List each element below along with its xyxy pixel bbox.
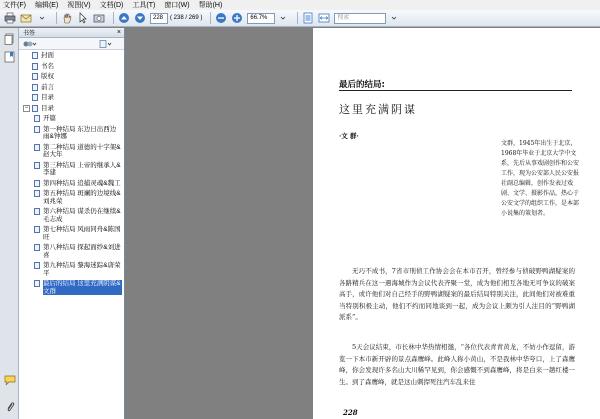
toolbar-separator [113, 12, 114, 24]
bookmark-item[interactable]: 第二种结局 道德的十字架&赵大年 [19, 144, 124, 159]
bookmark-item[interactable]: 第六种结局 谋杀仍在继续&毛志成 [19, 208, 124, 223]
bookmark-icon [34, 162, 40, 169]
comments-icon[interactable] [3, 374, 16, 387]
bookmark-icon [32, 63, 38, 70]
document-page [313, 28, 600, 419]
bookmarks-icon[interactable] [3, 50, 16, 63]
bookmark-item[interactable]: 第四种结局 追捕灵魂&魏工 [19, 180, 124, 188]
bookmark-item[interactable]: 第七种结局 风雨同舟&陈国旺 [19, 226, 124, 241]
bookmark-icon [32, 105, 38, 112]
bookmark-item[interactable]: 前言 [19, 84, 124, 92]
body-paragraph: 5天会议结束，市长林中华热情相邀，“各位代表青青黄龙，不妨小作逗留，游览一下本市新开辟的景点森鹰峰。此峰人称小黄山，不是我林中华夸口，上了森鹰峰，你会发现许多名山大川稀罕见到，你会感慨不到森鹰峰，将是白来一趟红楼一生。到了森鹰峰，就是这山刺捍死往汽车乱来住 [339, 343, 575, 386]
chapter-title: 这里充满阴谋 [339, 103, 417, 116]
menu-document[interactable]: 文档(D) [99, 2, 124, 9]
fit-width-icon[interactable] [318, 12, 330, 24]
next-page-icon[interactable] [134, 12, 146, 24]
bookmark-icon [32, 73, 38, 80]
bookmark-icon [32, 94, 38, 101]
author-name: ·文 群· [339, 132, 359, 140]
bookmark-item-selected[interactable]: 最后的结局 这里充满阴谋&文群 [19, 280, 124, 295]
menu-help[interactable]: 帮助(H) [198, 2, 223, 9]
bookmark-item[interactable]: 目录 [19, 94, 124, 102]
page-number: 228 [343, 408, 358, 417]
bookmarks-panel-header [19, 28, 124, 38]
bookmark-icon [34, 180, 40, 187]
bookmark-item[interactable]: 第九种结局 黎海迷踪&唐荣平 [19, 262, 124, 277]
bookmark-icon [34, 190, 40, 197]
menu-bar [0, 0, 600, 10]
bookmark-item[interactable]: 第一种结局 东边日出西边雨&钟娜 [19, 126, 124, 141]
page-count: ( 238 / 269 ) [170, 15, 203, 21]
menu-edit[interactable]: 编辑(E) [34, 2, 59, 9]
snapshot-icon[interactable] [93, 12, 105, 24]
bookmark-icon [34, 126, 40, 133]
body-paragraph: 无巧不成书，7省市刑侦工作协会会在本市召开，曾经参与侦破野鸭湖疑案的各路精兵在这一遇海城作为会议代表齐聚一堂，成为他们相互各地无可争议的破案高手，或许他们对自己经手的野鸭湖疑案的最后结局特别关注，此间他们对被难重当特别积极主动，他们不约而同地谈到一起，成为会议上颇为引人注目的“野鸭湖派系”。 [339, 267, 575, 322]
email-icon[interactable] [20, 12, 32, 24]
options-menu-icon[interactable] [23, 40, 37, 48]
attachment-icon[interactable] [3, 400, 16, 413]
zoom-in-icon[interactable] [231, 12, 243, 24]
bookmarks-panel-title: 书签 [23, 31, 36, 37]
bookmark-item[interactable]: 第五种结局 斑斓的边境线&刘兆荣 [19, 190, 124, 205]
toolbar [0, 10, 600, 27]
bookmark-icon [34, 208, 40, 215]
fit-page-icon[interactable] [302, 12, 314, 24]
select-tool-icon[interactable] [77, 12, 89, 24]
print-icon[interactable] [4, 12, 16, 24]
menu-window[interactable]: 窗口(W) [164, 2, 190, 9]
document-viewer[interactable] [126, 28, 600, 419]
bookmark-item[interactable]: 封面 [19, 52, 124, 60]
toolbar-separator [210, 12, 211, 24]
bookmark-icon [34, 244, 40, 251]
hand-tool-icon[interactable] [61, 12, 73, 24]
section-divider [339, 90, 572, 91]
dropdown-arrow-icon[interactable] [277, 12, 289, 24]
menu-view[interactable]: 视图(V) [67, 2, 91, 9]
bookmark-icon [32, 84, 38, 91]
menu-file[interactable]: 文件(F) [3, 2, 26, 9]
bookmark-item[interactable]: 第三种结局 上帝的继承人&李建 [19, 162, 124, 177]
navigation-strip [0, 28, 19, 419]
menu-tools[interactable]: 工具(T) [132, 2, 156, 9]
bookmarks-panel [19, 28, 125, 419]
previous-page-icon[interactable] [118, 12, 130, 24]
zoom-out-icon[interactable] [215, 12, 227, 24]
bookmark-item[interactable]: 开篇 [19, 115, 124, 123]
dropdown-arrow-icon[interactable] [388, 12, 400, 24]
bookmark-icon [34, 115, 40, 122]
author-bio: 文群，1945年出生于北京，1968年毕业于北京大学中文系，先后从事戏剧创作和公安工作，现为公安部人民公安报社副总编辑，创作发表过戏剧、文学、摄影作品，热心于公安文学的组织工作，是本部小说集的策划者。 [501, 140, 580, 217]
toolbar-separator [56, 12, 57, 24]
collapse-toggle-icon[interactable]: − [24, 104, 29, 111]
bookmark-icon [34, 262, 40, 269]
bookmark-icon [34, 226, 40, 233]
bookmark-item[interactable]: 第八种结局 探起面纱&刘进喜 [19, 244, 124, 259]
zoom-level-field[interactable]: 66.7% [247, 13, 275, 24]
bookmark-icon [34, 144, 40, 151]
bookmark-item[interactable]: 书名 [19, 63, 124, 71]
bookmark-list [19, 50, 124, 295]
bookmark-item-expanded[interactable]: − 目录 [24, 104, 54, 112]
bookmarks-toolbar [19, 38, 124, 50]
new-bookmark-icon[interactable] [99, 40, 113, 48]
bookmark-icon [34, 280, 40, 287]
page-number-input[interactable]: 228 [150, 13, 168, 24]
search-input[interactable]: 搜索 [334, 13, 386, 24]
pages-icon[interactable] [3, 32, 16, 45]
bookmark-item[interactable]: 版权 [19, 73, 124, 81]
toolbar-separator [297, 12, 298, 24]
dropdown-arrow-icon[interactable] [36, 12, 48, 24]
bookmark-icon [32, 52, 38, 59]
section-title: 最后的结局: [339, 80, 385, 90]
close-icon[interactable]: × [116, 29, 121, 36]
